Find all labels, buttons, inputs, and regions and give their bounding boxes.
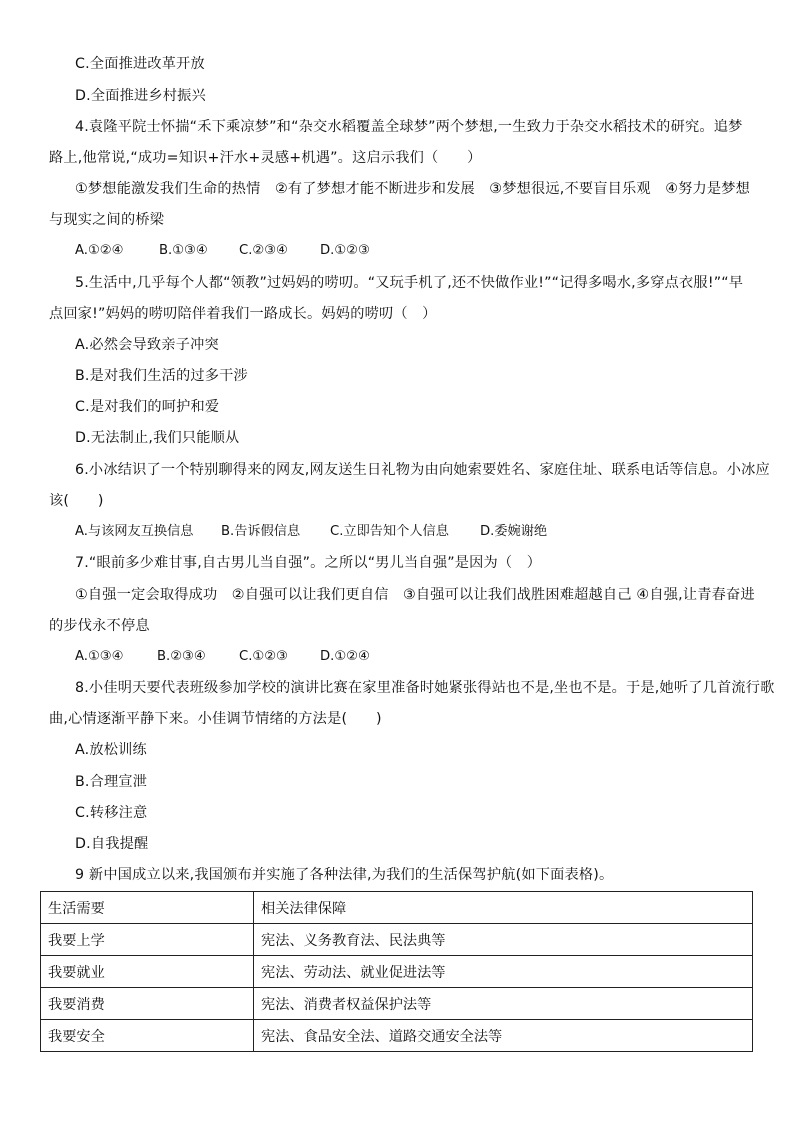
table-header-row — [41, 892, 753, 924]
q4-stem-line2: 路上,他常说,“成功=知识+汗水+灵感+机遇”。这启示我们（ ） — [49, 150, 482, 166]
q9-stem-line1: 9 新中国成立以来,我国颁布并实施了各种法律,为我们的生活保驾护航(如下面表格)。 — [75, 867, 614, 883]
table-cell: 宪法、义务教育法、民法典等 — [254, 924, 753, 956]
q5-stem-line2: 点回家!”妈妈的唠叨陪伴着我们一路成长。妈妈的唠叨（ ） — [49, 306, 437, 322]
q6-option-c: C.立即告知个人信息 — [330, 524, 449, 539]
q6-options — [75, 522, 575, 542]
q4-option-c: C.②③④ — [239, 243, 288, 258]
table-cell: 宪法、食品安全法、道路交通安全法等 — [254, 1020, 753, 1052]
q7-option-b: B.②③④ — [157, 649, 206, 664]
q6-option-d: D.委婉谢绝 — [480, 524, 548, 539]
q5-option-a: A.必然会导致亲子冲突 — [75, 337, 219, 353]
q6-option-b: B.告诉假信息 — [221, 524, 301, 539]
law-table — [40, 891, 753, 1052]
q7-statements-line1: ①自强一定会取得成功 ②自强可以让我们更自信 ③自强可以让我们战胜困难超越自己 ④自强,让青春奋进 — [75, 587, 755, 603]
q4-statements-line2: 与现实之间的桥梁 — [49, 212, 165, 228]
table-cell: 我要消费 — [41, 988, 254, 1020]
q4-option-d: D.①②③ — [320, 243, 370, 258]
q5-option-b: B.是对我们生活的过多干涉 — [75, 368, 248, 384]
q8-option-c: C.转移注意 — [75, 805, 148, 821]
q7-stem-line1: 7.“眼前多少难甘事,自古男儿当自强”。之所以“男儿当自强”是因为（ ） — [75, 555, 542, 571]
table-header-cell: 生活需要 — [41, 892, 254, 924]
q3-option-d: D.全面推进乡村振兴 — [75, 88, 206, 104]
table-row — [41, 924, 753, 956]
q7-options — [75, 647, 475, 667]
q7-option-a: A.①③④ — [75, 649, 124, 664]
table-row — [41, 956, 753, 988]
table-cell: 我要上学 — [41, 924, 254, 956]
q8-option-a: A.放松训练 — [75, 742, 147, 758]
q8-stem-line2: 曲,心情逐渐平静下来。小佳调节情绪的方法是( ) — [49, 711, 382, 727]
table-cell: 宪法、劳动法、就业促进法等 — [254, 956, 753, 988]
q4-statements-line1: ①梦想能激发我们生命的热情 ②有了梦想才能不断进步和发展 ③梦想很远,不要盲目乐观 ④努力是梦想 — [75, 181, 751, 197]
q4-options — [75, 241, 475, 261]
q7-option-c: C.①②③ — [239, 649, 288, 664]
q5-option-d: D.无法制止,我们只能顺从 — [75, 430, 240, 446]
table-header-cell: 相关法律保障 — [254, 892, 753, 924]
table-row — [41, 988, 753, 1020]
q8-option-b: B.合理宣泄 — [75, 774, 148, 790]
q6-stem-line2: 该( ) — [49, 493, 104, 509]
q8-stem-line1: 8.小佳明天要代表班级参加学校的演讲比赛在家里准备时她紧张得站也不是,坐也不是。于是,她听了几首流行歌 — [75, 680, 775, 696]
q5-stem-line1: 5.生活中,几乎每个人都“领教”过妈妈的唠叨。“又玩手机了,还不快做作业!”“记得多喝水,多穿点衣服!”“早 — [75, 275, 744, 291]
q7-option-d: D.①②④ — [320, 649, 370, 664]
q6-stem-line1: 6.小冰结识了一个特别聊得来的网友,网友送生日礼物为由向她索要姓名、家庭住址、联系电话等信息。小冰应 — [75, 462, 770, 478]
q4-option-b: B.①③④ — [159, 243, 208, 258]
q7-statements-line2: 的步伐永不停息 — [49, 618, 150, 634]
table-row — [41, 1020, 753, 1052]
table-cell: 我要就业 — [41, 956, 254, 988]
q4-stem-line1: 4.袁隆平院士怀揣“禾下乘凉梦”和“杂交水稻覆盖全球梦”两个梦想,一生致力于杂交水稻技术的研究。追梦 — [75, 119, 743, 135]
q6-option-a: A.与该网友互换信息 — [75, 524, 194, 539]
q4-option-a: A.①②④ — [75, 243, 124, 258]
q3-option-c: C.全面推进改革开放 — [75, 56, 205, 72]
q8-option-d: D.自我提醒 — [75, 836, 149, 852]
table-cell: 宪法、消费者权益保护法等 — [254, 988, 753, 1020]
q5-option-c: C.是对我们的呵护和爱 — [75, 399, 220, 415]
table-cell: 我要安全 — [41, 1020, 254, 1052]
